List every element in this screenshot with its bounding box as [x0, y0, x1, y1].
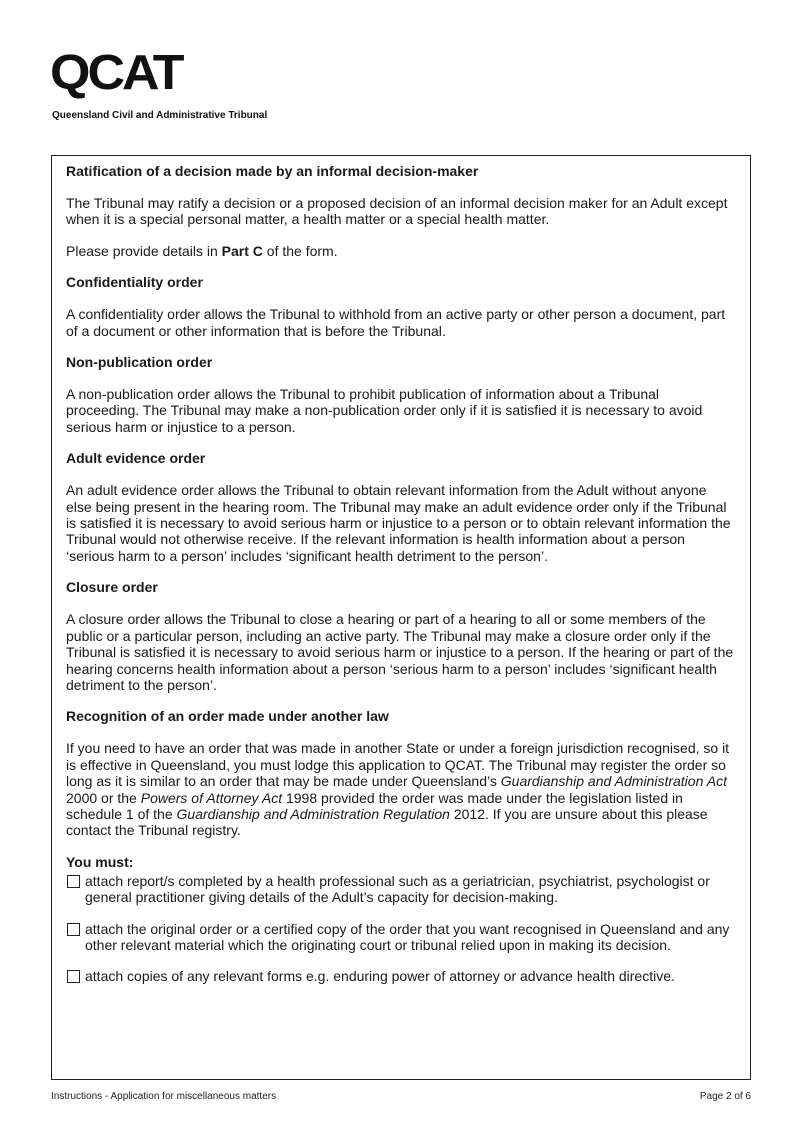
act-name-2: Powers of Attorney Act [140, 789, 283, 806]
recognition-p3: 1998 provided the order was made under the legislation listed in schedule 1 of the [66, 789, 683, 822]
checklist-item-text: attach the original order or a certified copy of the order that you want recognised in Queensland and any other relevant material which the originating court or tribunal relied upon in making its decision. [85, 920, 730, 953]
heading-recognition: Recognition of an order made under another law [66, 708, 389, 725]
closure-text: A closure order allows the Tribunal to close a hearing or part of a hearing to all or some members of the public or a particular person, including an active party. The Tribunal may make a closure order only if the Tribunal is satisfied it is necessary to avoid serious harm or injustice to a person. If the hearing or part of the hearing concerns health information about a person ‘serious harm to a person’ includes ‘significant health detriment to the person’. [66, 611, 734, 693]
recognition-p4: 2012. If you are unsure about this please contact the Tribunal registry. [66, 805, 708, 839]
checklist-item [66, 921, 736, 954]
confidentiality-text: A confidentiality order allows the Tribunal to withhold from an active party or other person a document, part of a document or other information that is before the Tribunal. [66, 306, 726, 339]
heading-adult-evidence: Adult evidence order [66, 450, 206, 467]
ratification-details-text [66, 243, 736, 259]
footer-document-title: Instructions - Application for miscellaneous matters [51, 1091, 277, 1102]
checklist-item-text: attach copies of any relevant forms e.g. enduring power of attorney or advance health directive. [85, 968, 675, 985]
content-frame [51, 155, 751, 1080]
heading-confidentiality: Confidentiality order [66, 274, 203, 291]
logo-text: QCAT [50, 45, 182, 101]
checkbox[interactable] [67, 923, 80, 936]
checkbox[interactable] [67, 970, 80, 983]
footer-page-number: Page 2 of 6 [699, 1091, 751, 1102]
part-c-label: Part C [221, 242, 263, 259]
recognition-text [66, 740, 736, 838]
organisation-name: Queensland Civil and Administrative Tribunal [52, 110, 268, 121]
non-publication-text: A non-publication order allows the Tribunal to prohibit publication of information about a Tribunal proceeding. The Tribunal may make a non-publication order only if it is satisfied it is necessary to avoid serious harm or injustice to a person. [66, 386, 703, 435]
regulation-name: Guardianship and Administration Regulation [176, 805, 450, 822]
recognition-p1: If you need to have an order that was made in another State or under a foreign jurisdiction recognised, so it is effective in Queensland, you must lodge this application to QCAT. The Tribunal may register the order so long as it is similar to an order that may be made under Queensland’s [66, 740, 730, 790]
checkbox[interactable] [67, 875, 80, 888]
qcat-logo [50, 45, 182, 101]
you-must-label: You must: [66, 853, 134, 870]
heading-non-publication: Non-publication order [66, 354, 213, 371]
checklist-item-text: attach report/s completed by a health professional such as a geriatrician, psychiatrist, psychologist or general practitioner giving details of the Adult’s capacity for decision-making. [85, 872, 710, 906]
details-pre: Please provide details in [66, 242, 222, 259]
checklist-item [66, 968, 736, 984]
adult-evidence-text: An adult evidence order allows the Tribunal to obtain relevant information from the Adult without anyone else being present in the hearing room. The Tribunal may make an adult evidence order only if the Tribunal is satisfied it is necessary to avoid serious harm or injustice to a person or to obtain relevant information the Tribunal would not otherwise receive. If the relevant information is health information about a person ‘serious harm to a person’ includes ‘significant health detriment to the person’. [66, 482, 731, 564]
details-post: of the form. [262, 242, 338, 259]
checklist-item [66, 873, 736, 906]
recognition-p2: 2000 or the [66, 789, 141, 806]
act-name-1: Guardianship and Administration Act [500, 773, 727, 790]
heading-closure: Closure order [66, 579, 158, 596]
heading-ratification: Ratification of a decision made by an informal decision-maker [66, 163, 479, 179]
ratification-text: The Tribunal may ratify a decision or a proposed decision of an informal decision maker for an Adult except when it is a special personal matter, a health matter or a special health matter. [66, 195, 728, 228]
